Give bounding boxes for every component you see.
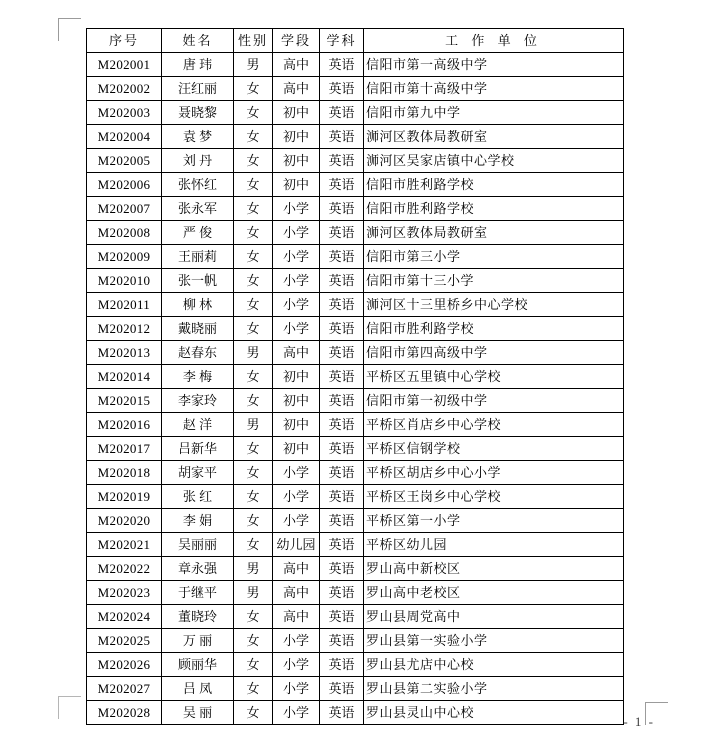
cell-id: M202007 <box>87 197 162 221</box>
cell-stage: 小学 <box>273 461 320 485</box>
cell-stage: 高中 <box>273 341 320 365</box>
cell-gender: 女 <box>234 629 273 653</box>
page-number: - 1 - <box>623 714 655 729</box>
roster-sheet <box>86 28 623 725</box>
cell-gender: 女 <box>234 101 273 125</box>
cell-unit: 信阳市胜利路学校 <box>364 173 624 197</box>
cell-gender: 女 <box>234 509 273 533</box>
table-row <box>87 197 624 221</box>
cell-gender: 男 <box>234 413 273 437</box>
teacher-roster-table <box>86 28 624 725</box>
cell-subject: 英语 <box>320 581 364 605</box>
cell-gender: 女 <box>234 653 273 677</box>
cell-subject: 英语 <box>320 413 364 437</box>
cell-stage: 初中 <box>273 173 320 197</box>
cell-unit: 信阳市第一高级中学 <box>364 53 624 77</box>
cell-name: 柳 林 <box>162 293 234 317</box>
cell-subject: 英语 <box>320 461 364 485</box>
table-row <box>87 437 624 461</box>
cell-name: 胡家平 <box>162 461 234 485</box>
cell-unit: 罗山高中老校区 <box>364 581 624 605</box>
cell-stage: 高中 <box>273 77 320 101</box>
cell-gender: 女 <box>234 77 273 101</box>
cell-subject: 英语 <box>320 245 364 269</box>
table-row <box>87 365 624 389</box>
cell-unit: 浉河区吴家店镇中心学校 <box>364 149 624 173</box>
cell-subject: 英语 <box>320 509 364 533</box>
cell-gender: 女 <box>234 365 273 389</box>
table-row <box>87 653 624 677</box>
cell-id: M202027 <box>87 677 162 701</box>
cell-gender: 男 <box>234 557 273 581</box>
cell-gender: 女 <box>234 197 273 221</box>
cell-unit: 平桥区信钢学校 <box>364 437 624 461</box>
cell-id: M202015 <box>87 389 162 413</box>
table-row <box>87 509 624 533</box>
cell-unit: 信阳市胜利路学校 <box>364 317 624 341</box>
cell-name: 赵春东 <box>162 341 234 365</box>
table-header-row <box>87 29 624 53</box>
table-row <box>87 221 624 245</box>
cell-id: M202014 <box>87 365 162 389</box>
cell-stage: 小学 <box>273 629 320 653</box>
cell-id: M202006 <box>87 173 162 197</box>
cell-stage: 幼儿园 <box>273 533 320 557</box>
cell-name: 吕 凤 <box>162 677 234 701</box>
cell-gender: 女 <box>234 389 273 413</box>
cell-stage: 初中 <box>273 149 320 173</box>
cell-stage: 小学 <box>273 293 320 317</box>
cell-id: M202001 <box>87 53 162 77</box>
table-row <box>87 485 624 509</box>
crop-mark-top-left <box>58 18 81 41</box>
cell-unit: 罗山县周党高中 <box>364 605 624 629</box>
cell-subject: 英语 <box>320 653 364 677</box>
cell-gender: 女 <box>234 701 273 725</box>
cell-unit: 平桥区胡店乡中心小学 <box>364 461 624 485</box>
cell-gender: 女 <box>234 269 273 293</box>
table-row <box>87 101 624 125</box>
cell-unit: 罗山高中新校区 <box>364 557 624 581</box>
table-row <box>87 53 624 77</box>
cell-name: 张 红 <box>162 485 234 509</box>
table-row <box>87 701 624 725</box>
cell-unit: 信阳市第三小学 <box>364 245 624 269</box>
cell-gender: 女 <box>234 149 273 173</box>
cell-id: M202023 <box>87 581 162 605</box>
cell-stage: 小学 <box>273 701 320 725</box>
cell-subject: 英语 <box>320 101 364 125</box>
cell-subject: 英语 <box>320 485 364 509</box>
cell-subject: 英语 <box>320 149 364 173</box>
cell-unit: 浉河区教体局教研室 <box>364 125 624 149</box>
cell-subject: 英语 <box>320 77 364 101</box>
cell-unit: 罗山县尤店中心校 <box>364 653 624 677</box>
column-header-subject: 学科 <box>320 29 364 53</box>
cell-id: M202018 <box>87 461 162 485</box>
table-row <box>87 269 624 293</box>
cell-unit: 平桥区五里镇中心学校 <box>364 365 624 389</box>
cell-stage: 高中 <box>273 557 320 581</box>
cell-subject: 英语 <box>320 269 364 293</box>
cell-name: 吕新华 <box>162 437 234 461</box>
cell-subject: 英语 <box>320 197 364 221</box>
cell-subject: 英语 <box>320 221 364 245</box>
cell-subject: 英语 <box>320 677 364 701</box>
cell-subject: 英语 <box>320 53 364 77</box>
cell-name: 张怀红 <box>162 173 234 197</box>
table-row <box>87 557 624 581</box>
cell-id: M202019 <box>87 485 162 509</box>
column-header-name: 姓名 <box>162 29 234 53</box>
column-header-gender: 性别 <box>234 29 273 53</box>
cell-unit: 罗山县第一实验小学 <box>364 629 624 653</box>
cell-name: 袁 梦 <box>162 125 234 149</box>
cell-name: 董晓玲 <box>162 605 234 629</box>
cell-subject: 英语 <box>320 701 364 725</box>
cell-subject: 英语 <box>320 437 364 461</box>
table-row <box>87 389 624 413</box>
cell-gender: 女 <box>234 173 273 197</box>
cell-gender: 男 <box>234 53 273 77</box>
crop-mark-bottom-left <box>58 696 81 719</box>
cell-stage: 小学 <box>273 221 320 245</box>
cell-id: M202017 <box>87 437 162 461</box>
cell-gender: 女 <box>234 245 273 269</box>
cell-unit: 浉河区教体局教研室 <box>364 221 624 245</box>
cell-gender: 女 <box>234 437 273 461</box>
cell-id: M202024 <box>87 605 162 629</box>
cell-subject: 英语 <box>320 293 364 317</box>
cell-id: M202005 <box>87 149 162 173</box>
cell-stage: 高中 <box>273 605 320 629</box>
cell-id: M202020 <box>87 509 162 533</box>
cell-id: M202016 <box>87 413 162 437</box>
cell-subject: 英语 <box>320 365 364 389</box>
cell-name: 严 俊 <box>162 221 234 245</box>
cell-name: 王丽莉 <box>162 245 234 269</box>
table-row <box>87 341 624 365</box>
cell-stage: 小学 <box>273 197 320 221</box>
cell-unit: 罗山县第二实验小学 <box>364 677 624 701</box>
cell-gender: 女 <box>234 293 273 317</box>
cell-subject: 英语 <box>320 533 364 557</box>
table-row <box>87 581 624 605</box>
table-row <box>87 293 624 317</box>
cell-gender: 女 <box>234 533 273 557</box>
cell-name: 万 丽 <box>162 629 234 653</box>
cell-id: M202028 <box>87 701 162 725</box>
cell-gender: 女 <box>234 221 273 245</box>
cell-unit: 浉河区十三里桥乡中心学校 <box>364 293 624 317</box>
cell-stage: 小学 <box>273 317 320 341</box>
cell-gender: 女 <box>234 677 273 701</box>
cell-unit: 信阳市第十高级中学 <box>364 77 624 101</box>
cell-name: 张永军 <box>162 197 234 221</box>
cell-subject: 英语 <box>320 125 364 149</box>
cell-unit: 信阳市第一初级中学 <box>364 389 624 413</box>
cell-name: 唐 玮 <box>162 53 234 77</box>
cell-unit: 平桥区王岗乡中心学校 <box>364 485 624 509</box>
cell-stage: 高中 <box>273 53 320 77</box>
cell-subject: 英语 <box>320 605 364 629</box>
cell-stage: 初中 <box>273 413 320 437</box>
cell-subject: 英语 <box>320 389 364 413</box>
cell-unit: 信阳市第十三小学 <box>364 269 624 293</box>
cell-unit: 罗山县灵山中心校 <box>364 701 624 725</box>
cell-gender: 女 <box>234 605 273 629</box>
cell-id: M202002 <box>87 77 162 101</box>
table-row <box>87 629 624 653</box>
cell-subject: 英语 <box>320 557 364 581</box>
cell-name: 聂晓黎 <box>162 101 234 125</box>
cell-name: 汪红丽 <box>162 77 234 101</box>
cell-stage: 小学 <box>273 245 320 269</box>
column-header-stage: 学段 <box>273 29 320 53</box>
table-header <box>87 29 624 53</box>
column-header-id: 序号 <box>87 29 162 53</box>
table-row <box>87 149 624 173</box>
cell-name: 李 梅 <box>162 365 234 389</box>
cell-name: 戴晓丽 <box>162 317 234 341</box>
cell-id: M202010 <box>87 269 162 293</box>
table-row <box>87 677 624 701</box>
table-row <box>87 605 624 629</box>
table-row <box>87 461 624 485</box>
table-body <box>87 53 624 725</box>
cell-stage: 初中 <box>273 389 320 413</box>
cell-id: M202011 <box>87 293 162 317</box>
cell-name: 李家玲 <box>162 389 234 413</box>
cell-id: M202004 <box>87 125 162 149</box>
cell-stage: 初中 <box>273 365 320 389</box>
cell-gender: 男 <box>234 581 273 605</box>
cell-id: M202013 <box>87 341 162 365</box>
cell-id: M202025 <box>87 629 162 653</box>
table-row <box>87 125 624 149</box>
cell-stage: 初中 <box>273 101 320 125</box>
cell-unit: 信阳市第四高级中学 <box>364 341 624 365</box>
cell-stage: 小学 <box>273 677 320 701</box>
cell-subject: 英语 <box>320 629 364 653</box>
cell-unit: 信阳市第九中学 <box>364 101 624 125</box>
cell-unit: 平桥区肖店乡中心学校 <box>364 413 624 437</box>
column-header-unit: 工 作 单 位 <box>364 29 624 53</box>
cell-subject: 英语 <box>320 341 364 365</box>
cell-name: 刘 丹 <box>162 149 234 173</box>
cell-id: M202021 <box>87 533 162 557</box>
cell-name: 顾丽华 <box>162 653 234 677</box>
cell-gender: 女 <box>234 317 273 341</box>
cell-id: M202008 <box>87 221 162 245</box>
cell-id: M202026 <box>87 653 162 677</box>
cell-gender: 女 <box>234 125 273 149</box>
table-row <box>87 317 624 341</box>
cell-name: 赵 洋 <box>162 413 234 437</box>
cell-unit: 平桥区幼儿园 <box>364 533 624 557</box>
cell-id: M202003 <box>87 101 162 125</box>
cell-stage: 小学 <box>273 509 320 533</box>
cell-id: M202022 <box>87 557 162 581</box>
cell-name: 张一帆 <box>162 269 234 293</box>
cell-subject: 英语 <box>320 317 364 341</box>
cell-stage: 小学 <box>273 485 320 509</box>
cell-gender: 男 <box>234 341 273 365</box>
cell-stage: 小学 <box>273 269 320 293</box>
cell-name: 吴丽丽 <box>162 533 234 557</box>
table-row <box>87 173 624 197</box>
cell-unit: 信阳市胜利路学校 <box>364 197 624 221</box>
table-row <box>87 413 624 437</box>
cell-name: 李 娟 <box>162 509 234 533</box>
table-row <box>87 533 624 557</box>
cell-stage: 高中 <box>273 581 320 605</box>
cell-name: 章永强 <box>162 557 234 581</box>
cell-subject: 英语 <box>320 173 364 197</box>
cell-name: 于继平 <box>162 581 234 605</box>
cell-unit: 平桥区第一小学 <box>364 509 624 533</box>
cell-stage: 初中 <box>273 437 320 461</box>
cell-gender: 女 <box>234 485 273 509</box>
cell-stage: 初中 <box>273 125 320 149</box>
cell-gender: 女 <box>234 461 273 485</box>
cell-stage: 小学 <box>273 653 320 677</box>
table-row <box>87 245 624 269</box>
cell-id: M202012 <box>87 317 162 341</box>
cell-id: M202009 <box>87 245 162 269</box>
table-row <box>87 77 624 101</box>
cell-name: 吴 丽 <box>162 701 234 725</box>
